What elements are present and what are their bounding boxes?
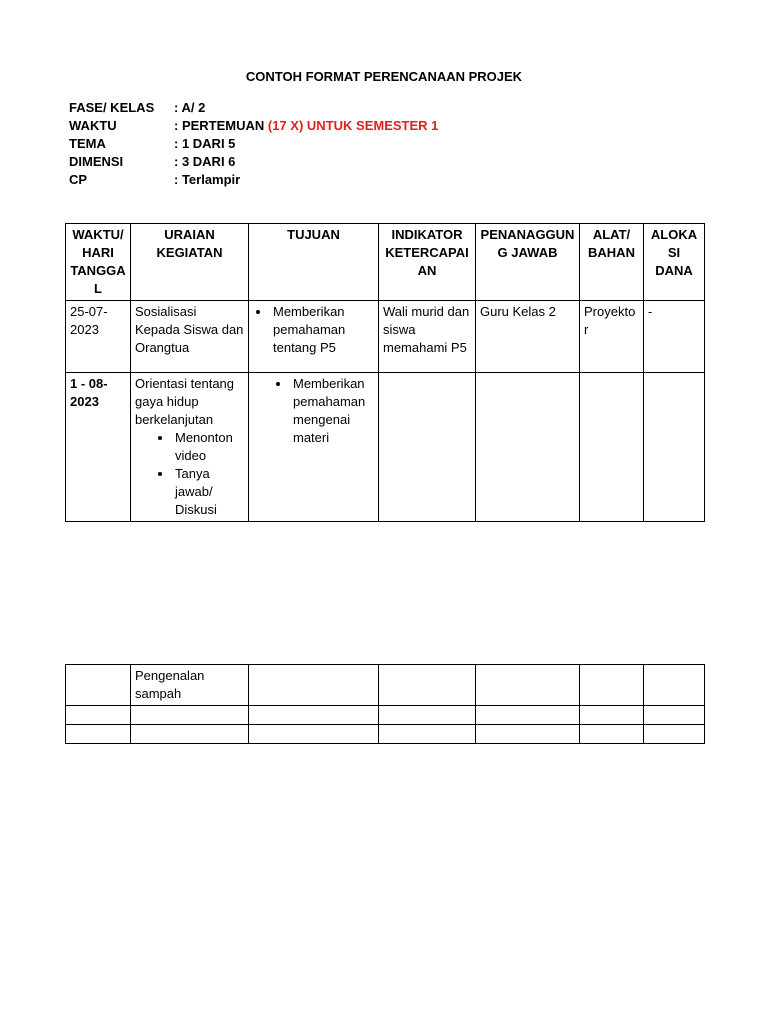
cell-waktu: 25-07-2023 (66, 301, 131, 373)
cell-empty (580, 706, 644, 725)
meta-value-highlight: (17 X) UNTUK SEMESTER 1 (267, 118, 439, 133)
col-header-waktu: WAKTU/ HARI TANGGAL (66, 224, 131, 301)
plan-table-continued (65, 664, 705, 744)
cell-empty (644, 725, 705, 744)
cell-penanggung (476, 665, 580, 706)
cell-tujuan (249, 665, 379, 706)
cell-indikator (379, 665, 476, 706)
cell-alat: Proyektor (580, 301, 644, 373)
col-header-uraian: URAIAN KEGIATAN (131, 224, 249, 301)
cell-empty (131, 725, 249, 744)
cell-uraian: Sosialisasi Kepada Siswa dan Orangtua (131, 301, 249, 373)
plan-table (65, 223, 705, 522)
cell-tujuan (249, 301, 379, 373)
cell-alat (580, 373, 644, 522)
cell-empty (131, 706, 249, 725)
meta-value: : 1 DARI 5 (174, 136, 236, 151)
cell-alat (580, 665, 644, 706)
meta-value: : Terlampir (174, 172, 241, 187)
meta-waktu (69, 117, 438, 135)
meta-label: CP (69, 172, 88, 187)
cell-penanggung (476, 373, 580, 522)
cell-penanggung: Guru Kelas 2 (476, 301, 580, 373)
meta-value: : 3 DARI 6 (174, 154, 236, 169)
cell-empty (249, 706, 379, 725)
cell-indikator (379, 373, 476, 522)
cell-indikator: Wali murid dan siswa memahami P5 (379, 301, 476, 373)
table-row (66, 706, 705, 725)
cell-uraian (131, 373, 249, 522)
col-header-penanggung: PENANAGGUNG JAWAB (476, 224, 580, 301)
table-row (66, 373, 705, 522)
project-meta (69, 99, 438, 189)
list-item: • Tanya jawab/ Diskusi (173, 465, 244, 519)
meta-cp (69, 171, 438, 189)
meta-dimensi (69, 153, 438, 171)
meta-tema (69, 135, 438, 153)
list-item: • Menonton video (173, 429, 244, 465)
list-item: • Memberikan pemahaman mengenai materi (291, 375, 374, 447)
cell-empty (580, 725, 644, 744)
cell-empty (249, 725, 379, 744)
table-row (66, 665, 705, 706)
cell-empty (66, 725, 131, 744)
cell-dana (644, 665, 705, 706)
cell-tujuan (249, 373, 379, 522)
cell-empty (476, 725, 580, 744)
meta-value: : A/ 2 (174, 100, 206, 115)
list-item: • Memberikan pemahaman tentang P5 (271, 303, 374, 357)
cell-empty (476, 706, 580, 725)
cell-dana: - (644, 301, 705, 373)
meta-label: DIMENSI (69, 154, 124, 169)
cell-empty (644, 706, 705, 725)
meta-label: TEMA (69, 136, 106, 151)
col-header-indikator: INDIKATOR KETERCAPAIAN (379, 224, 476, 301)
table-header-row (66, 224, 705, 301)
cell-uraian: Pengenalan sampah (131, 665, 249, 706)
table-row (66, 725, 705, 744)
meta-label: FASE/ KELAS (69, 100, 155, 115)
cell-waktu (66, 665, 131, 706)
cell-empty (379, 706, 476, 725)
col-header-dana: ALOKASI DANA (644, 224, 705, 301)
cell-empty (379, 725, 476, 744)
col-header-alat: ALAT/ BAHAN (580, 224, 644, 301)
cell-waktu: 1 - 08-2023 (66, 373, 131, 522)
meta-fase (69, 99, 438, 117)
col-header-tujuan: TUJUAN (249, 224, 379, 301)
meta-label: WAKTU (69, 118, 117, 133)
table-row (66, 301, 705, 373)
cell-dana (644, 373, 705, 522)
meta-value: : PERTEMUAN (174, 118, 265, 133)
uraian-text: Orientasi tentang gaya hidup berkelanjutan (135, 376, 235, 427)
cell-empty (66, 706, 131, 725)
page-title: CONTOH FORMAT PERENCANAAN PROJEK (245, 69, 523, 84)
